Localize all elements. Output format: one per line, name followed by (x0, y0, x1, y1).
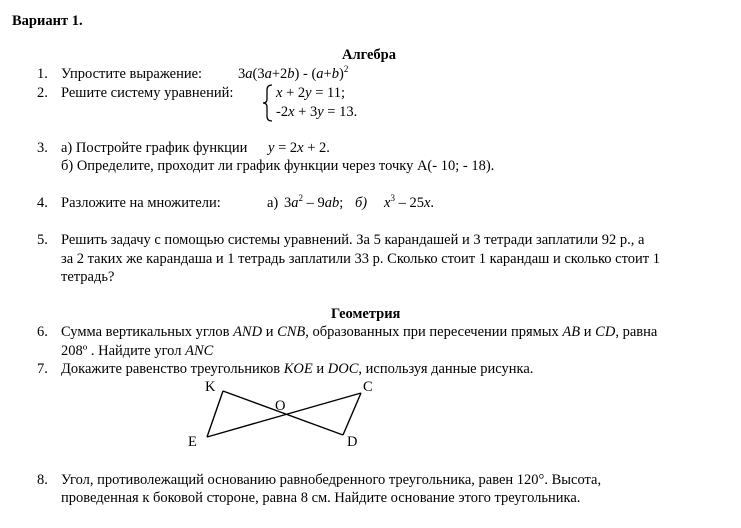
task-1-expression: $3a(3a+2b) - (a+b)^2$ (238, 64, 349, 82)
task-8-line-2: проведенная к боковой стороне, равна 8 см. Найдите основание этого треугольника. (61, 490, 581, 506)
task-4-part-b: $x^3 - 25x$. (384, 193, 434, 211)
task-5-line-1: Решить задачу с помощью системы уравнений. За 5 карандашей и 3 тетради заплатили 92 р., а (61, 232, 645, 248)
task-2-number: 2. (37, 85, 48, 101)
angle-anc: ANC (185, 343, 214, 359)
task-7-text-b: и (316, 361, 325, 377)
line-cd: CD (595, 324, 616, 340)
section-algebra: Алгебра (342, 47, 396, 63)
task-6-line-1 (61, 324, 657, 341)
task-4-text: Разложите на множители: (61, 195, 221, 211)
task-1-text: Упростите выражение: (61, 66, 203, 82)
label-e: E (188, 434, 197, 450)
task-8-number: 8. (37, 472, 48, 488)
task-6-text-d: и (583, 324, 592, 340)
task-6-line-2 (61, 343, 213, 360)
task-3-line-b: б) Определите, проходит ли график функции через точку A(- 10; - 18). (61, 158, 495, 174)
task-4-part-a: $3a^2 - 9ab$; (284, 193, 344, 211)
task-7-text-c: , используя данные рисунка. (358, 361, 534, 377)
task-4-number: 4. (37, 195, 48, 211)
task-2-text: Решите систему уравнений: (61, 85, 234, 101)
task-6-number: 6. (37, 324, 48, 340)
task-7-line (61, 361, 533, 378)
triangle-doc: DOC (327, 361, 359, 377)
task-5-line-3: тетрадь? (61, 269, 115, 285)
task-7-text-a: Докажите равенство треугольников (61, 361, 281, 377)
task-3-function: y = 2x + 2. (268, 140, 330, 156)
system-brace (262, 84, 274, 122)
task-5-line-2: за 2 таких же карандаша и 1 тетрадь заплатили 33 р. Сколько стоит 1 карандаш и сколько стоит 1 (61, 251, 660, 267)
task-6-text-e: , равна (615, 324, 658, 340)
task-1-number: 1. (37, 66, 48, 82)
angle-and: AND (233, 324, 263, 340)
task-7-number: 7. (37, 361, 48, 377)
line-ab: AB (562, 324, 581, 340)
angle-cnb: CNB (277, 324, 306, 340)
task-4-part-a-label: а) (267, 195, 279, 211)
label-o: O (275, 398, 286, 414)
variant-title: Вариант 1. (12, 13, 83, 29)
label-c: C (363, 379, 373, 395)
task-3-line-a: а) Постройте график функции (61, 140, 248, 156)
task-6-text-b: и (265, 324, 274, 340)
task-8-line-1: Угол, противолежащий основанию равнобедренного треугольника, равен 120°. Высота, (61, 472, 602, 488)
task-6-text-c: , образованных при пересечении прямых (305, 324, 559, 340)
task-2-eq1: x + 2y = 11; (276, 85, 345, 101)
task-6-text-a: Сумма вертикальных углов (61, 324, 230, 340)
task-5-number: 5. (37, 232, 48, 248)
section-geometry: Геометрия (331, 306, 401, 322)
label-d: D (347, 434, 358, 450)
triangle-koe: KOE (283, 361, 313, 377)
label-k: K (205, 379, 216, 395)
task-2-eq2: -2x + 3y = 13. (276, 104, 358, 120)
task-4-part-b-label: б) (355, 195, 368, 211)
task-6-text-f: 208º . Найдите угол (61, 343, 182, 359)
task-3-number: 3. (37, 140, 48, 156)
